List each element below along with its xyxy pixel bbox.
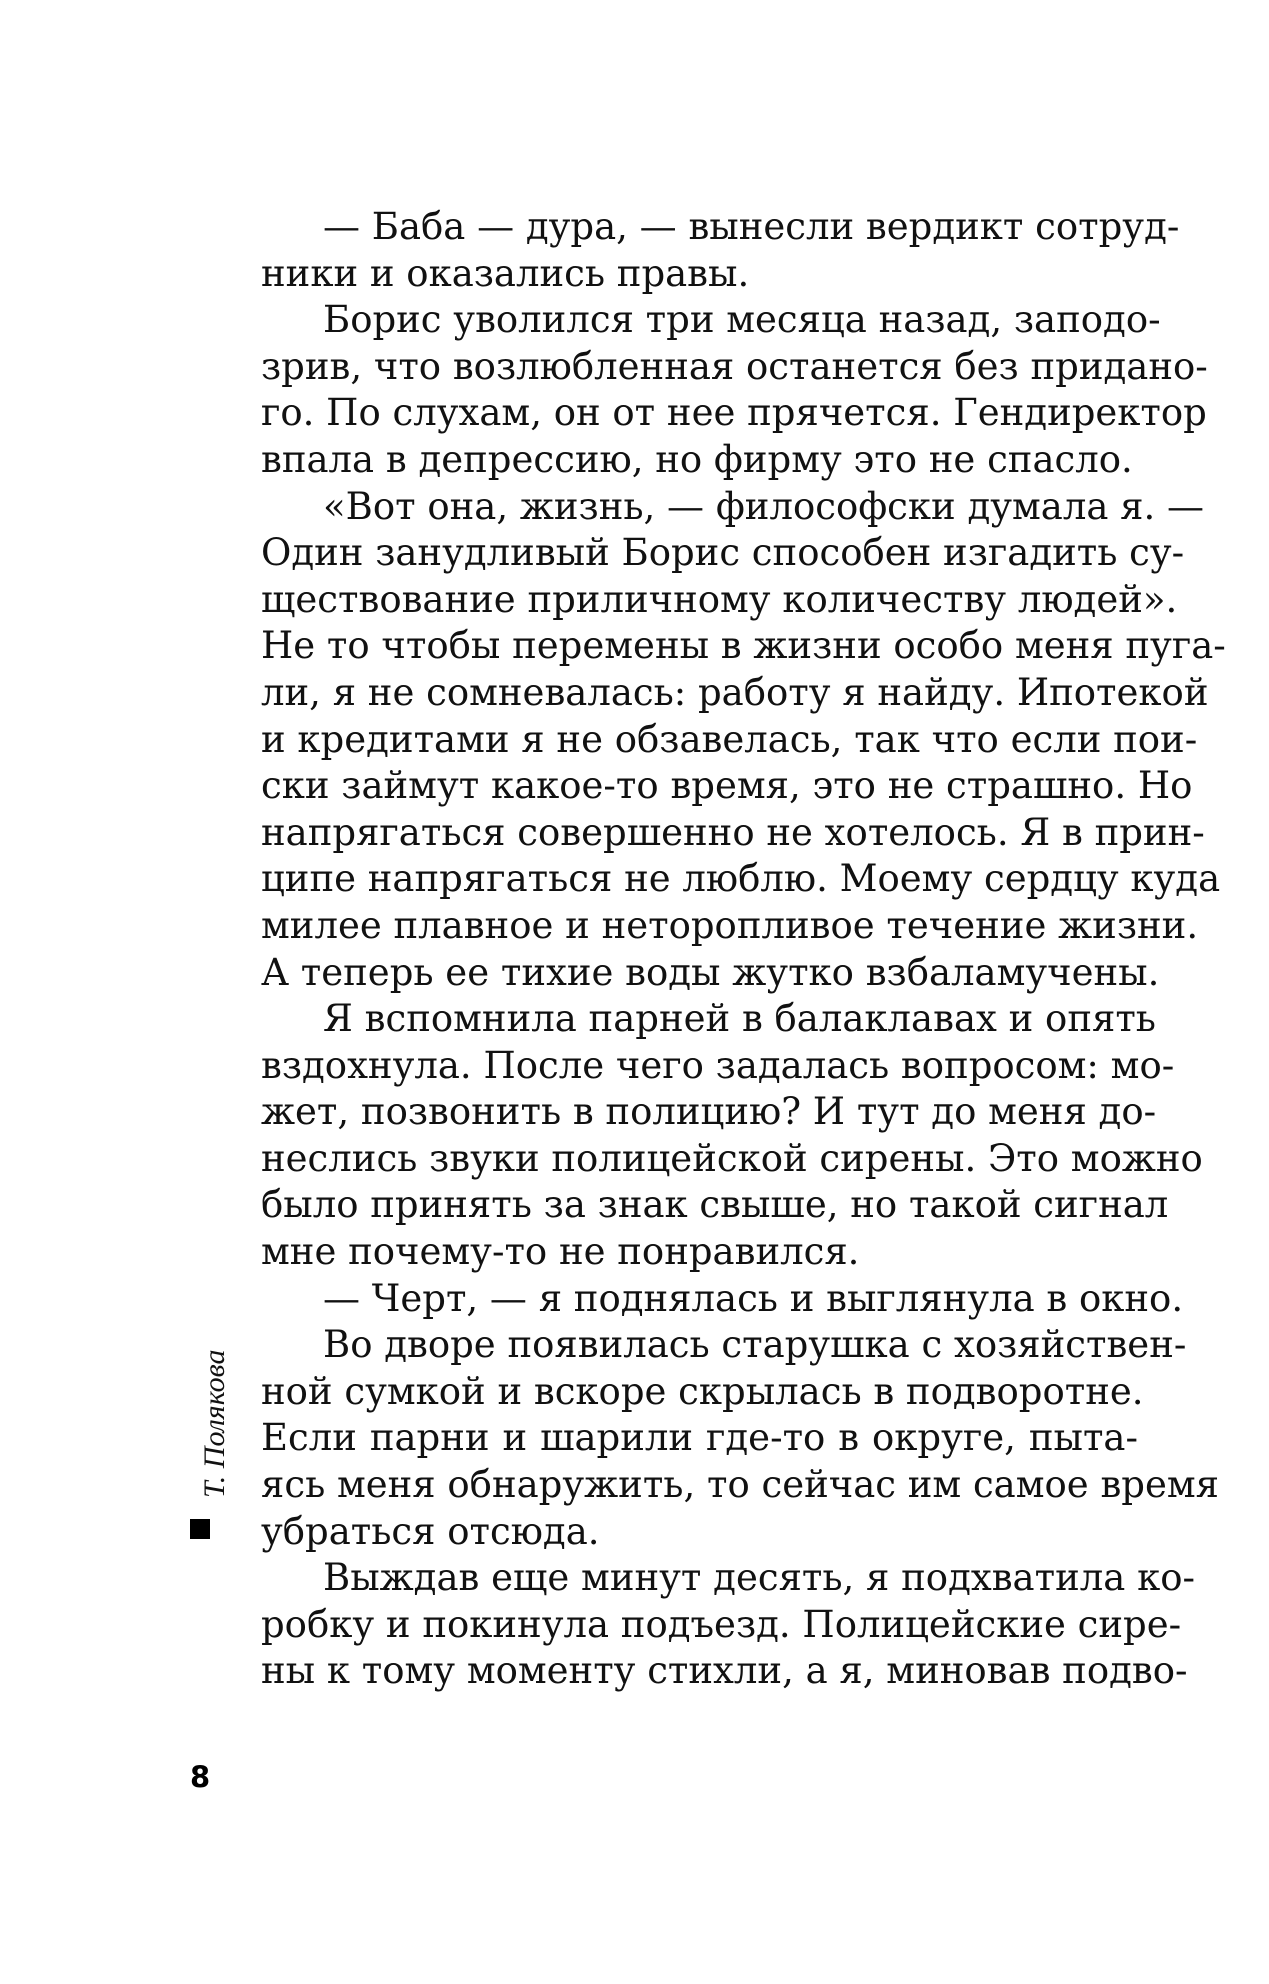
text-line: робку и покинула подъезд. Полицейские сире- xyxy=(261,1602,1182,1646)
text-line: и кредитами я не обзавелась, так что если пои- xyxy=(261,717,1198,761)
page-number: 8 xyxy=(190,1760,211,1794)
text-line: впала в депрессию, но фирму это не спасло. xyxy=(261,437,1133,481)
text-line: убраться отсюда. xyxy=(261,1509,600,1553)
text-line: А теперь ее тихие воды жутко взбаламучены. xyxy=(261,950,1160,994)
text-line: ципе напрягаться не люблю. Моему сердцу куда xyxy=(261,857,1221,901)
text-line: ники и оказались правы. xyxy=(261,251,750,295)
text-line: неслись звуки полицейской сирены. Это можно xyxy=(261,1136,1203,1180)
text-line: Я вспомнила парней в балаклавах и опять xyxy=(323,997,1156,1041)
text-line: — Черт, — я поднялась и выглянула в окно. xyxy=(323,1276,1184,1320)
body-text xyxy=(261,204,1226,1695)
text-line: ясь меня обнаружить, то сейчас им самое время xyxy=(261,1463,1219,1507)
text-line: ществование приличному количеству людей». xyxy=(261,577,1178,621)
text-line: «Вот она, жизнь, — философски думала я. — xyxy=(323,484,1205,528)
text-line: Выждав еще минут десять, я подхватила ко- xyxy=(323,1556,1195,1600)
text-line: — Баба — дура, — вынесли вердикт сотруд- xyxy=(323,205,1180,248)
text-line: было принять за знак свыше, но такой сигнал xyxy=(261,1183,1169,1227)
text-line: ны к тому моменту стихли, а я, миновав подво- xyxy=(261,1649,1188,1693)
running-head-author: Т. Полякова xyxy=(198,1349,231,1498)
text-line: вздохнула. После чего задалась вопросом: мо- xyxy=(261,1043,1175,1087)
text-line: жет, позвонить в полицию? И тут до меня до- xyxy=(261,1090,1157,1134)
text-line: ски займут какое-то время, это не страшно. Но xyxy=(261,764,1193,808)
text-line: Не то чтобы перемены в жизни особо меня пуга- xyxy=(261,624,1226,668)
text-line: го. По слухам, он от нее прячется. Гендиректор xyxy=(261,391,1207,435)
text-line: милее плавное и неторопливое течение жизни. xyxy=(261,903,1199,947)
text-line: ной сумкой и вскоре скрылась в подворотне. xyxy=(261,1369,1144,1413)
text-line: Во дворе появилась старушка с хозяйствен- xyxy=(323,1323,1187,1367)
text-line: мне почему-то не понравился. xyxy=(261,1230,860,1274)
text-line: Один занудливый Борис способен изгадить су- xyxy=(261,531,1185,575)
text-line: напрягаться совершенно не хотелось. Я в прин- xyxy=(261,810,1205,854)
text-line: Борис уволился три месяца назад, заподо- xyxy=(323,298,1161,342)
running-head-square-marker xyxy=(190,1519,210,1539)
text-line: зрив, что возлюбленная останется без придано- xyxy=(261,344,1208,388)
text-line: ли, я не сомневалась: работу я найду. Ипотекой xyxy=(261,670,1209,714)
text-line: Если парни и шарили где-то в округе, пыта- xyxy=(261,1416,1138,1460)
